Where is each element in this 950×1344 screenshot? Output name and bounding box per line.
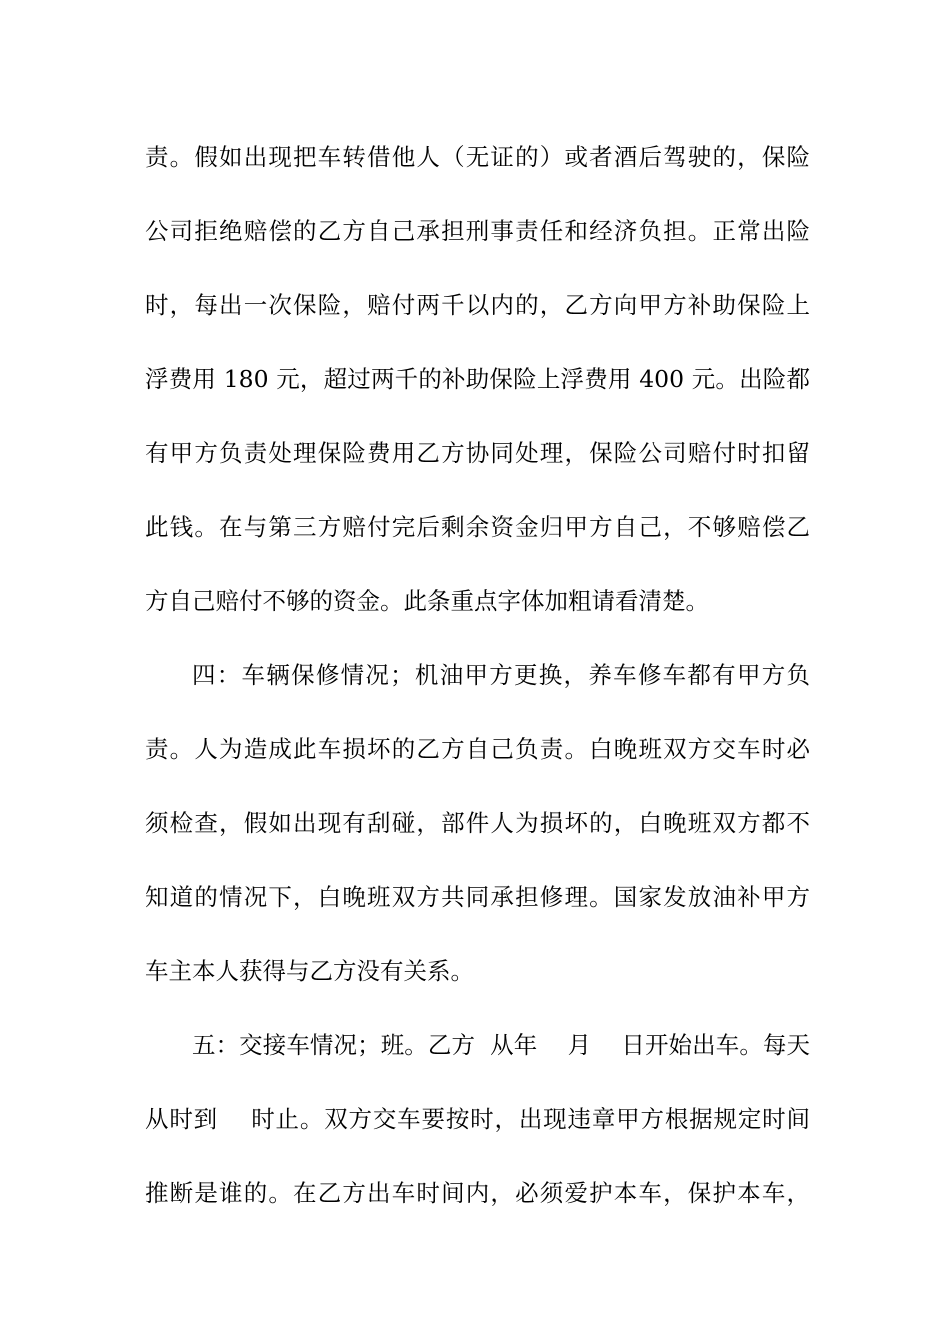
text-line-11: 知道的情况下，白晚班双方共同承担修理。国家发放油补甲方	[145, 883, 810, 911]
text-line-13: 五：交接车情况；班。乙方 从年 月 日开始出车。每天	[192, 1031, 810, 1059]
text-line-7: 方自己赔付不够的资金。此条重点字体加粗请看清楚。	[145, 587, 709, 615]
text-line-9: 责。人为造成此车损坏的乙方自己负责。白晚班双方交车时必	[145, 735, 810, 763]
text-line-15: 推断是谁的。在乙方出车时间内，必须爱护本车，保护本车，	[145, 1179, 810, 1207]
text-line-1: 责。假如出现把车转借他人（无证的）或者酒后驾驶的，保险	[145, 143, 810, 171]
text-line-3: 时，每出一次保险，赔付两千以内的，乙方向甲方补助保险上	[145, 291, 810, 319]
text-line-12: 车主本人获得与乙方没有关系。	[145, 957, 474, 985]
text-line-14: 从时到 时止。双方交车要按时，出现违章甲方根据规定时间	[145, 1105, 810, 1133]
text-line-8: 四：车辆保修情况；机油甲方更换，养车修车都有甲方负	[192, 661, 810, 689]
text-line-10: 须检查，假如出现有刮碰，部件人为损坏的，白晚班双方都不	[145, 809, 810, 837]
text-line-4: 浮费用 180 元，超过两千的补助保险上浮费用 400 元。出险都	[145, 365, 810, 393]
document-body	[145, 120, 810, 1230]
text-line-5: 有甲方负责处理保险费用乙方协同处理，保险公司赔付时扣留	[145, 439, 810, 467]
text-line-2: 公司拒绝赔偿的乙方自己承担刑事责任和经济负担。正常出险	[145, 217, 810, 245]
text-line-6: 此钱。在与第三方赔付完后剩余资金归甲方自己，不够赔偿乙	[145, 513, 810, 541]
